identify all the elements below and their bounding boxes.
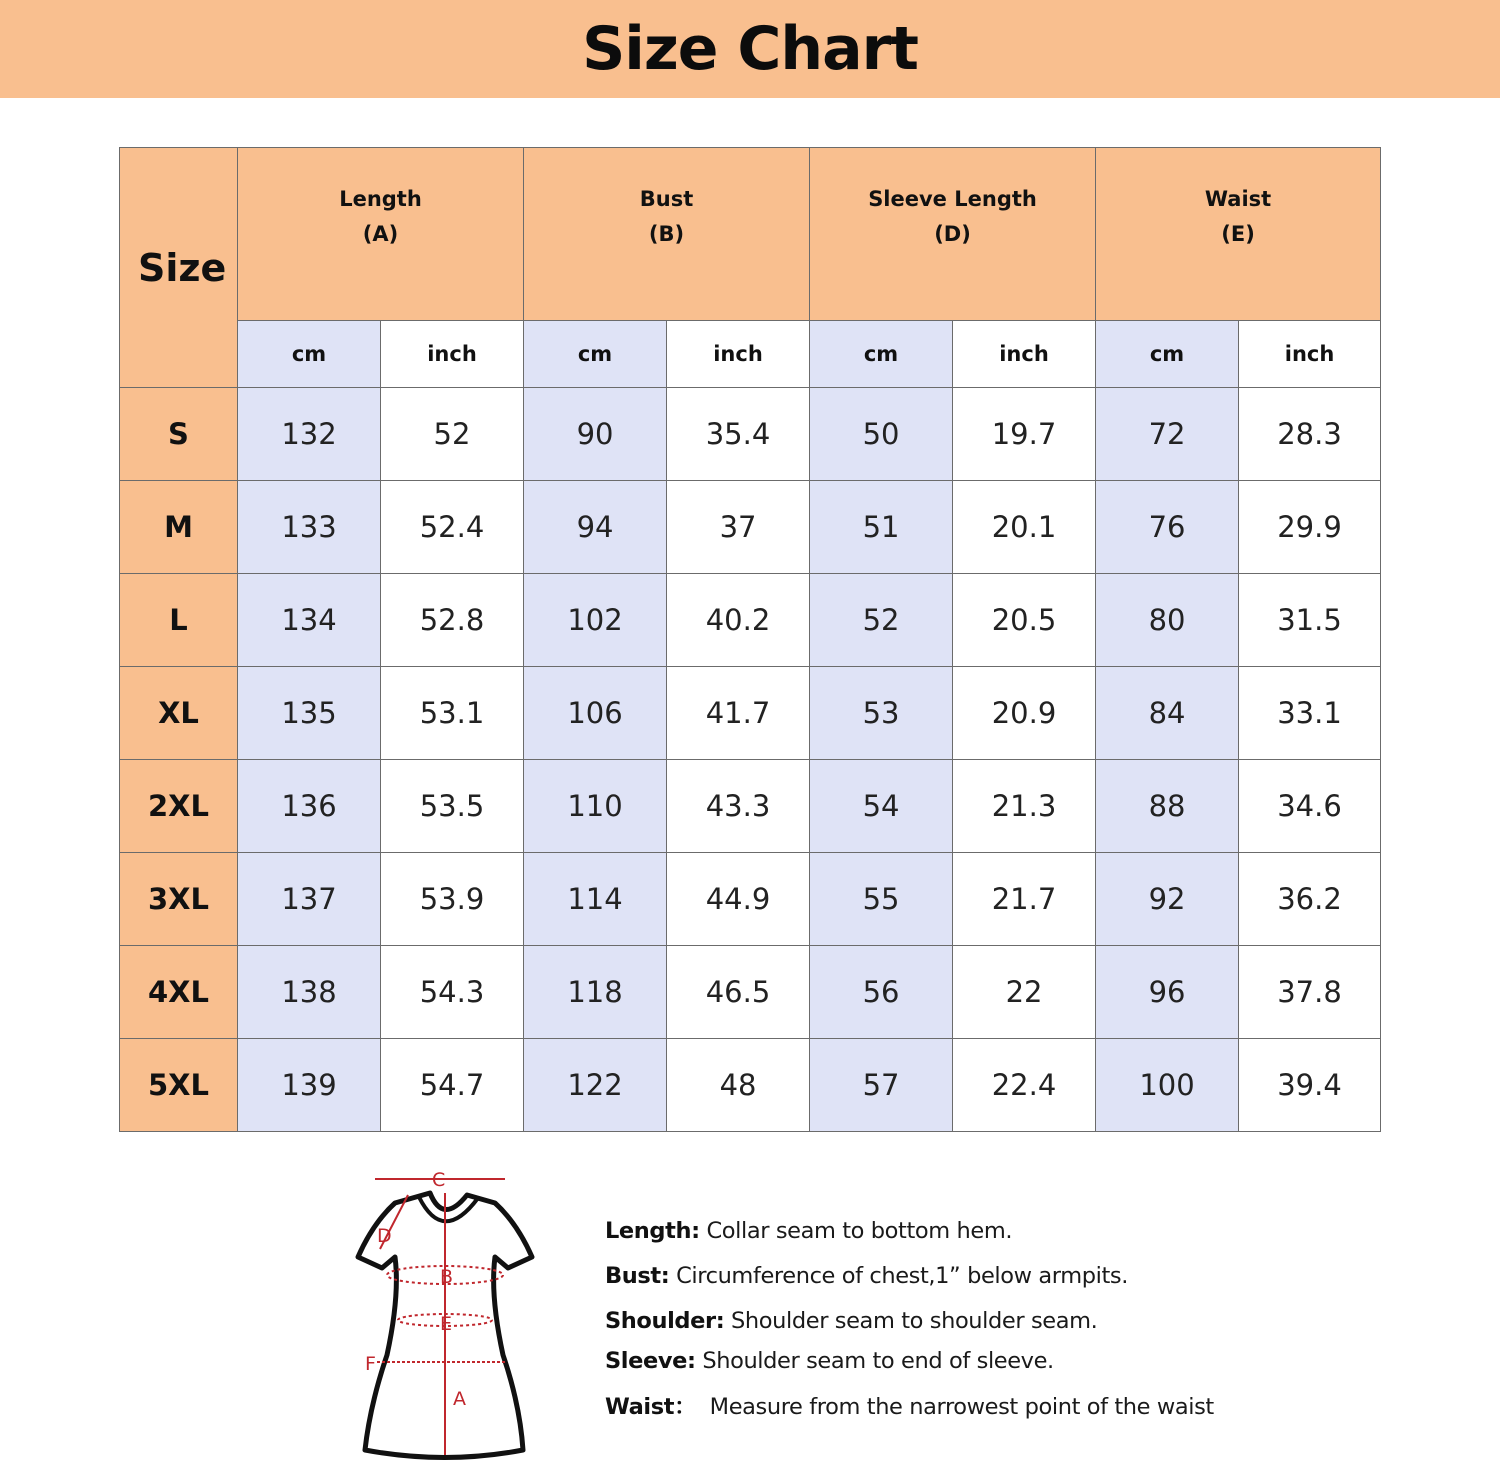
cell-inch: 20.9 bbox=[953, 667, 1096, 760]
table-row bbox=[120, 481, 1381, 574]
mark-b: B bbox=[440, 1266, 454, 1288]
unit-header-cm: cm bbox=[524, 321, 667, 388]
cell-cm: 136 bbox=[238, 760, 381, 853]
definition-separator: : bbox=[715, 1308, 725, 1334]
group-header-waist bbox=[1096, 148, 1381, 321]
cell-inch: 53.1 bbox=[381, 667, 524, 760]
definition-text: Shoulder seam to shoulder seam. bbox=[724, 1308, 1098, 1334]
cell-cm: 50 bbox=[810, 388, 953, 481]
page-title: Size Chart bbox=[582, 14, 918, 84]
unit-header-cm: cm bbox=[810, 321, 953, 388]
cell-inch: 37.8 bbox=[1239, 946, 1381, 1039]
unit-header-inch: inch bbox=[1239, 321, 1381, 388]
unit-header-cm: cm bbox=[238, 321, 381, 388]
size-table bbox=[119, 147, 1381, 1132]
cell-cm: 132 bbox=[238, 388, 381, 481]
group-code: (B) bbox=[648, 222, 685, 246]
cell-cm: 55 bbox=[810, 853, 953, 946]
table-row bbox=[120, 388, 1381, 481]
mark-e: E bbox=[440, 1313, 453, 1335]
cell-cm: 51 bbox=[810, 481, 953, 574]
cell-inch: 53.9 bbox=[381, 853, 524, 946]
size-label: XL bbox=[120, 667, 238, 760]
definition-text: Measure from the narrowest point of the waist bbox=[696, 1394, 1214, 1420]
table-row bbox=[120, 1039, 1381, 1132]
group-header-length bbox=[238, 148, 524, 321]
definition-term: Waist bbox=[605, 1394, 675, 1420]
group-name: Bust bbox=[639, 187, 694, 211]
cell-cm: 90 bbox=[524, 388, 667, 481]
cell-inch: 52.4 bbox=[381, 481, 524, 574]
group-code: (E) bbox=[1221, 222, 1255, 246]
cell-inch: 22.4 bbox=[953, 1039, 1096, 1132]
cell-cm: 100 bbox=[1096, 1039, 1239, 1132]
definition-separator: : bbox=[660, 1263, 670, 1289]
cell-inch: 28.3 bbox=[1239, 388, 1381, 481]
cell-cm: 118 bbox=[524, 946, 667, 1039]
size-label: 5XL bbox=[120, 1039, 238, 1132]
unit-header-inch: inch bbox=[381, 321, 524, 388]
mark-d: D bbox=[377, 1225, 392, 1247]
cell-cm: 110 bbox=[524, 760, 667, 853]
table-row bbox=[120, 853, 1381, 946]
cell-inch: 44.9 bbox=[667, 853, 810, 946]
cell-inch: 29.9 bbox=[1239, 481, 1381, 574]
cell-cm: 80 bbox=[1096, 574, 1239, 667]
cell-inch: 43.3 bbox=[667, 760, 810, 853]
table-row bbox=[120, 946, 1381, 1039]
table-row bbox=[120, 760, 1381, 853]
size-label: 2XL bbox=[120, 760, 238, 853]
cell-cm: 137 bbox=[238, 853, 381, 946]
group-header-bust bbox=[524, 148, 810, 321]
cell-cm: 122 bbox=[524, 1039, 667, 1132]
group-name: Length bbox=[339, 187, 422, 211]
definition-term: Sleeve bbox=[605, 1348, 687, 1374]
cell-inch: 21.3 bbox=[953, 760, 1096, 853]
cell-cm: 56 bbox=[810, 946, 953, 1039]
cell-cm: 53 bbox=[810, 667, 953, 760]
cell-cm: 139 bbox=[238, 1039, 381, 1132]
cell-cm: 54 bbox=[810, 760, 953, 853]
mark-f: F bbox=[365, 1353, 376, 1375]
cell-cm: 133 bbox=[238, 481, 381, 574]
cell-inch: 41.7 bbox=[667, 667, 810, 760]
definition-text: Circumference of chest,1” below armpits. bbox=[669, 1263, 1128, 1289]
group-name: Sleeve Length bbox=[868, 187, 1037, 211]
group-code: (A) bbox=[362, 222, 399, 246]
cell-inch: 20.1 bbox=[953, 481, 1096, 574]
definition-separator: : bbox=[691, 1218, 700, 1244]
size-label: S bbox=[120, 388, 238, 481]
cell-inch: 48 bbox=[667, 1039, 810, 1132]
definition-length bbox=[605, 1218, 1012, 1244]
definition-shoulder bbox=[605, 1308, 1097, 1334]
cell-cm: 102 bbox=[524, 574, 667, 667]
size-column-header: Size bbox=[120, 148, 238, 388]
mark-c: C bbox=[432, 1169, 446, 1191]
cell-inch: 19.7 bbox=[953, 388, 1096, 481]
cell-inch: 31.5 bbox=[1239, 574, 1381, 667]
cell-cm: 138 bbox=[238, 946, 381, 1039]
cell-cm: 135 bbox=[238, 667, 381, 760]
cell-inch: 35.4 bbox=[667, 388, 810, 481]
cell-inch: 34.6 bbox=[1239, 760, 1381, 853]
cell-inch: 37 bbox=[667, 481, 810, 574]
cell-inch: 33.1 bbox=[1239, 667, 1381, 760]
cell-cm: 84 bbox=[1096, 667, 1239, 760]
cell-inch: 54.7 bbox=[381, 1039, 524, 1132]
table-row bbox=[120, 667, 1381, 760]
definition-text: Collar seam to bottom hem. bbox=[699, 1218, 1013, 1244]
definition-bust bbox=[605, 1263, 1128, 1289]
group-code: (D) bbox=[934, 222, 971, 246]
cell-cm: 134 bbox=[238, 574, 381, 667]
cell-cm: 94 bbox=[524, 481, 667, 574]
cell-inch: 52 bbox=[381, 388, 524, 481]
definition-term: Length bbox=[605, 1218, 692, 1244]
cell-cm: 52 bbox=[810, 574, 953, 667]
group-header-sleeve-length bbox=[810, 148, 1096, 321]
cell-inch: 54.3 bbox=[381, 946, 524, 1039]
dress-measurement-illustration bbox=[345, 1165, 545, 1465]
definition-separator: : bbox=[686, 1348, 696, 1374]
cell-inch: 46.5 bbox=[667, 946, 810, 1039]
cell-cm: 57 bbox=[810, 1039, 953, 1132]
table-row bbox=[120, 574, 1381, 667]
size-label: 4XL bbox=[120, 946, 238, 1039]
cell-inch: 22 bbox=[953, 946, 1096, 1039]
unit-header-inch: inch bbox=[953, 321, 1096, 388]
size-label: M bbox=[120, 481, 238, 574]
cell-cm: 76 bbox=[1096, 481, 1239, 574]
cell-cm: 96 bbox=[1096, 946, 1239, 1039]
cell-cm: 92 bbox=[1096, 853, 1239, 946]
unit-header-inch: inch bbox=[667, 321, 810, 388]
title-banner bbox=[0, 0, 1500, 98]
cell-inch: 40.2 bbox=[667, 574, 810, 667]
size-label: L bbox=[120, 574, 238, 667]
cell-cm: 114 bbox=[524, 853, 667, 946]
mark-a: A bbox=[453, 1388, 466, 1410]
cell-inch: 21.7 bbox=[953, 853, 1096, 946]
unit-header-cm: cm bbox=[1096, 321, 1239, 388]
definition-waist bbox=[605, 1389, 1214, 1421]
definition-text: Shoulder seam to end of sleeve. bbox=[695, 1348, 1054, 1374]
cell-cm: 106 bbox=[524, 667, 667, 760]
cell-inch: 52.8 bbox=[381, 574, 524, 667]
definition-term: Bust bbox=[605, 1263, 661, 1289]
cell-cm: 88 bbox=[1096, 760, 1239, 853]
cell-inch: 36.2 bbox=[1239, 853, 1381, 946]
definition-term: Shoulder bbox=[605, 1308, 716, 1334]
cell-inch: 39.4 bbox=[1239, 1039, 1381, 1132]
size-table-body bbox=[120, 388, 1381, 1132]
group-name: Waist bbox=[1204, 187, 1272, 211]
cell-inch: 53.5 bbox=[381, 760, 524, 853]
definition-sleeve bbox=[605, 1348, 1054, 1374]
definition-separator: ： bbox=[674, 1394, 697, 1420]
size-label: 3XL bbox=[120, 853, 238, 946]
cell-cm: 72 bbox=[1096, 388, 1239, 481]
cell-inch: 20.5 bbox=[953, 574, 1096, 667]
